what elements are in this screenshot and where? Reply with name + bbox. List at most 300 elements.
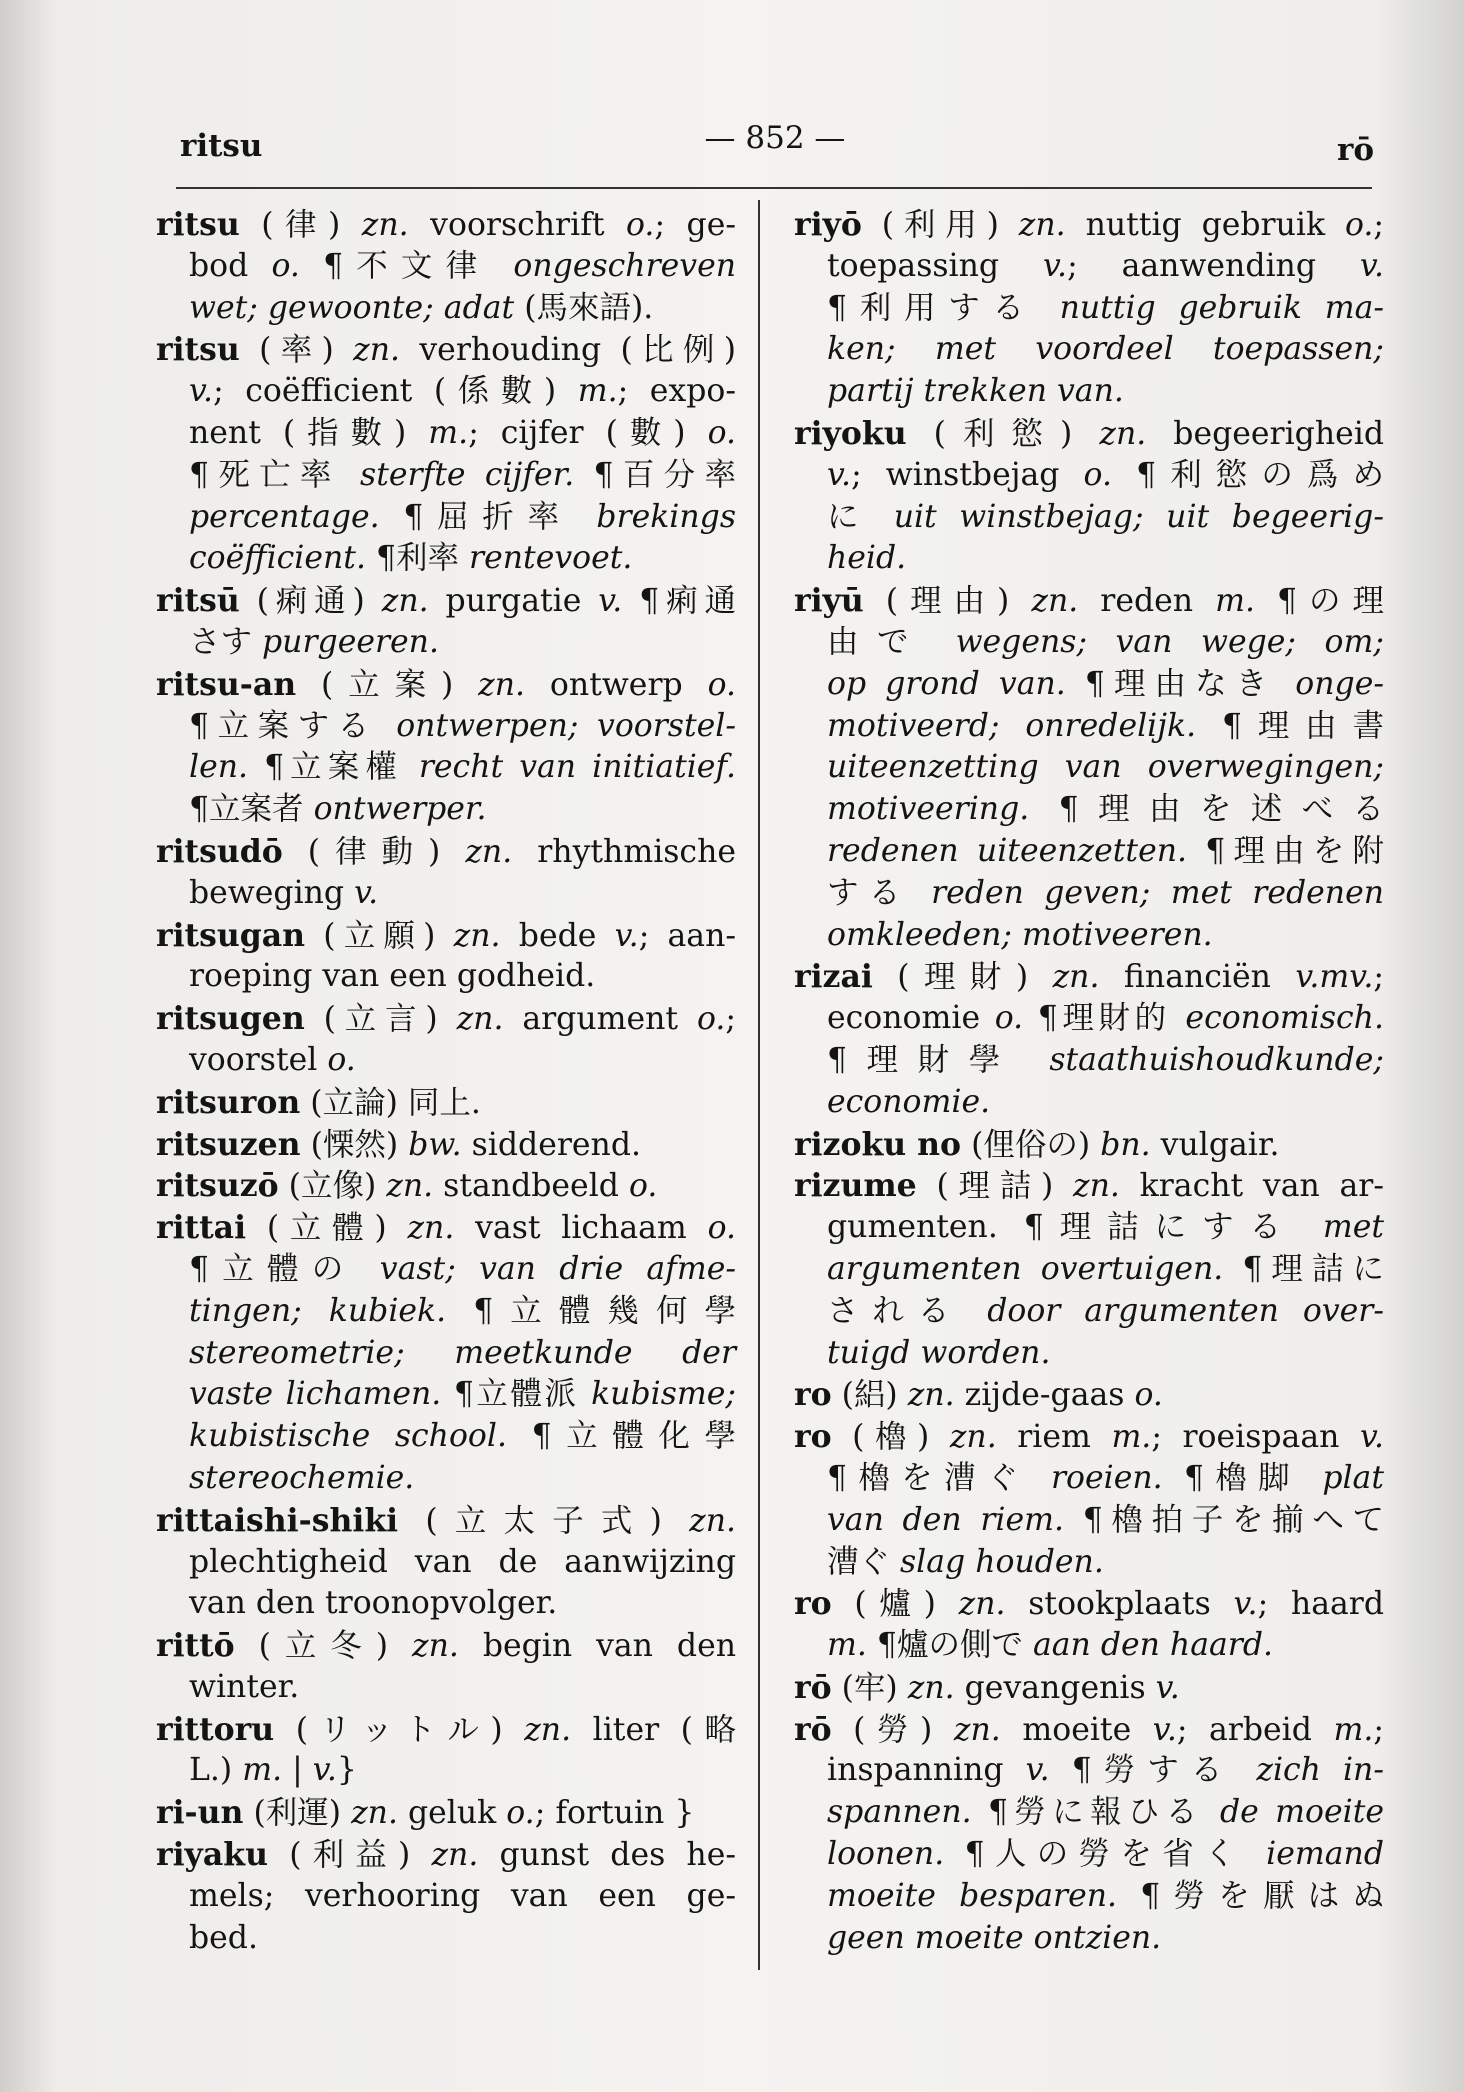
entry-line bbox=[156, 1500, 736, 1542]
entry-line bbox=[156, 1834, 736, 1876]
headword: ritsudō bbox=[156, 832, 283, 870]
entry-continuation-line bbox=[156, 706, 736, 748]
text-segment: van den troonopvolger. bbox=[189, 1585, 558, 1622]
text-segment: (勞) bbox=[831, 1711, 954, 1748]
entry-continuation-line bbox=[794, 1625, 1384, 1667]
entry-line bbox=[156, 204, 736, 246]
text-segment: ; fortuin } bbox=[534, 1795, 695, 1832]
text-segment: ¶櫓脚 bbox=[1162, 1459, 1323, 1496]
entry-continuation-line bbox=[794, 1082, 1384, 1124]
italic-text: iemand bbox=[1266, 1836, 1384, 1873]
italic-text: reden geven; met redenen bbox=[931, 874, 1384, 911]
italic-text: tingen; kubiek. bbox=[189, 1292, 447, 1329]
text-segment: gevangenis bbox=[954, 1669, 1156, 1706]
text-segment: ¶立體派 bbox=[441, 1376, 592, 1413]
italic-text: loonen. bbox=[827, 1836, 945, 1873]
text-segment: ¶理詰に bbox=[1223, 1250, 1384, 1287]
entry-continuation-line bbox=[156, 246, 736, 288]
italic-text: zn. bbox=[386, 1168, 434, 1205]
italic-text: spannen. bbox=[827, 1794, 972, 1831]
entry-continuation-line bbox=[156, 497, 736, 539]
text-segment: (牢) bbox=[831, 1669, 908, 1706]
text-segment: (利慾) bbox=[906, 415, 1100, 452]
headword: rittaishi-shiki bbox=[156, 1501, 399, 1539]
entry-line bbox=[794, 1583, 1384, 1625]
headword: ritsugan bbox=[156, 916, 306, 954]
italic-text: zn. bbox=[524, 1711, 572, 1748]
italic-text: zn. bbox=[1052, 959, 1100, 996]
headword: ro bbox=[794, 1376, 832, 1414]
italic-text: ontwerper. bbox=[313, 791, 487, 828]
entry-continuation-line bbox=[794, 706, 1384, 748]
italic-text: o. bbox=[707, 414, 737, 451]
italic-text: recht van initiatief. bbox=[418, 749, 736, 786]
entry-continuation-line bbox=[794, 1750, 1384, 1792]
italic-text: stereometrie; meetkunde der bbox=[189, 1334, 736, 1371]
italic-text: zn. bbox=[453, 917, 501, 954]
italic-text: v. bbox=[614, 917, 639, 954]
text-segment: ; roeispaan bbox=[1151, 1419, 1360, 1456]
entry-continuation-line bbox=[794, 371, 1384, 413]
italic-text: zn. bbox=[351, 1795, 398, 1832]
text-segment: } bbox=[336, 1752, 357, 1789]
italic-text: argumenten overtuigen. bbox=[827, 1250, 1224, 1287]
page-header bbox=[0, 118, 1464, 168]
entry-continuation-line bbox=[794, 329, 1384, 371]
text-segment: (爐) bbox=[831, 1586, 959, 1623]
italic-text: m. bbox=[242, 1752, 283, 1789]
text-segment: ; winstbejag bbox=[851, 456, 1084, 493]
text-segment: ; aanwending bbox=[1067, 247, 1360, 284]
text-segment: ¶櫓を漕ぐ bbox=[827, 1459, 1051, 1496]
entry-continuation-line bbox=[156, 1291, 736, 1333]
text-segment: ¶立案する bbox=[189, 707, 397, 744]
text-segment: argument bbox=[503, 1001, 697, 1038]
entry-line bbox=[794, 413, 1384, 455]
headword: ritsuzō bbox=[156, 1167, 279, 1205]
text-segment: ; cijfer (數) bbox=[468, 414, 708, 451]
italic-text: sterfte cijfer. bbox=[360, 456, 575, 493]
italic-text: brekings bbox=[596, 498, 736, 535]
entry-continuation-line bbox=[794, 664, 1384, 706]
text-segment: economie bbox=[827, 1000, 995, 1037]
entry-continuation-line bbox=[794, 915, 1384, 957]
italic-text: de moeite bbox=[1219, 1794, 1384, 1831]
headword: ro bbox=[794, 1418, 832, 1456]
italic-text: zn. bbox=[407, 1210, 455, 1247]
italic-text: o. bbox=[628, 1168, 658, 1205]
italic-text: zn. bbox=[431, 1837, 479, 1874]
text-segment: riem bbox=[996, 1419, 1112, 1456]
text-segment: roeping van een godheid. bbox=[189, 958, 596, 995]
entry-continuation-line bbox=[156, 1416, 736, 1458]
headword: rittō bbox=[156, 1627, 235, 1665]
column-divider bbox=[758, 200, 760, 1970]
text-segment: financiën bbox=[1099, 959, 1296, 996]
entry-line bbox=[794, 204, 1384, 246]
italic-text: kubistische school. bbox=[189, 1418, 507, 1455]
italic-text: door argumenten over- bbox=[987, 1292, 1384, 1329]
text-segment: ¶利慾の爲め bbox=[1111, 456, 1384, 493]
italic-text: uit winstbejag; uit begeerig- bbox=[893, 498, 1384, 535]
text-segment: ¶立體幾何學 bbox=[446, 1292, 736, 1329]
text-segment: (馬來語). bbox=[514, 289, 654, 326]
italic-text: o. bbox=[994, 1000, 1024, 1037]
entry-continuation-line bbox=[156, 1249, 736, 1291]
text-segment: 漕ぐ bbox=[827, 1543, 901, 1580]
headword: rizoku no bbox=[794, 1125, 962, 1163]
italic-text: percentage. bbox=[189, 498, 380, 535]
italic-text: zn. bbox=[907, 1377, 955, 1414]
entry-line bbox=[156, 329, 736, 371]
entry-continuation-line bbox=[794, 497, 1384, 539]
italic-text: zn. bbox=[1018, 207, 1066, 243]
headword: rizai bbox=[794, 958, 873, 996]
italic-text: staathuishoudkunde; bbox=[1049, 1041, 1384, 1078]
text-segment: (理財) bbox=[872, 959, 1053, 996]
text-segment: vulgair. bbox=[1150, 1126, 1280, 1163]
italic-text: bw. bbox=[408, 1126, 462, 1163]
italic-text: zn. bbox=[456, 1001, 504, 1038]
entry-continuation-line bbox=[794, 873, 1384, 915]
text-segment: L.) bbox=[189, 1752, 243, 1789]
entry-line bbox=[156, 998, 736, 1040]
text-segment: reden bbox=[1078, 583, 1216, 620]
entry-continuation-line bbox=[156, 1458, 736, 1500]
text-segment: (利運) bbox=[243, 1795, 352, 1832]
text-segment: rhythmische bbox=[512, 833, 736, 870]
italic-text: geen moeite ontzien. bbox=[827, 1919, 1162, 1956]
italic-text: zn. bbox=[381, 583, 429, 620]
entry-line bbox=[156, 664, 736, 706]
entry-continuation-line bbox=[156, 1583, 736, 1625]
entry-continuation-line bbox=[794, 1458, 1384, 1500]
text-segment: (絽) bbox=[831, 1377, 908, 1414]
text-segment: ¶理由を附 bbox=[1187, 832, 1384, 869]
italic-text: m. bbox=[827, 1627, 867, 1664]
text-segment: ; bbox=[1373, 207, 1384, 243]
text-segment: nuttig gebruik bbox=[1065, 207, 1345, 243]
italic-text: rentevoet. bbox=[469, 540, 633, 577]
italic-text: o. bbox=[1083, 456, 1112, 493]
entry-continuation-line bbox=[794, 1040, 1384, 1082]
italic-text: v. bbox=[189, 373, 214, 410]
italic-text: economie. bbox=[827, 1083, 991, 1120]
right-guide-word: rō bbox=[1336, 132, 1374, 168]
headword: ritsu bbox=[156, 206, 240, 243]
headword: ritsu-an bbox=[156, 665, 297, 703]
italic-text: len. bbox=[189, 749, 249, 786]
text-segment: sidderend. bbox=[461, 1126, 641, 1163]
italic-text: o. bbox=[626, 207, 655, 243]
text-segment: ¶理由なき bbox=[1065, 665, 1296, 702]
headword: ritsuron bbox=[156, 1083, 301, 1121]
italic-text: roeien. bbox=[1050, 1459, 1163, 1496]
text-segment: ¶立體化學 bbox=[506, 1418, 736, 1455]
italic-text: zn. bbox=[465, 833, 513, 870]
text-segment: liter (略 bbox=[571, 1711, 736, 1748]
text-segment: beweging bbox=[189, 874, 355, 911]
text-segment: bod bbox=[189, 247, 272, 284]
italic-text: motiveering. bbox=[827, 791, 1030, 828]
italic-text: nuttig gebruik ma- bbox=[1059, 289, 1384, 326]
text-segment: toepassing bbox=[827, 247, 1043, 284]
italic-text: partij trekken van. bbox=[827, 373, 1124, 410]
text-segment: gunst des he- bbox=[478, 1837, 736, 1874]
text-segment: zijde-gaas bbox=[954, 1377, 1135, 1414]
text-segment: (リットル) bbox=[274, 1711, 525, 1748]
italic-text: m. bbox=[1333, 1711, 1374, 1748]
italic-text: vast; van drie afme- bbox=[379, 1250, 736, 1287]
headword: ro bbox=[794, 1585, 832, 1623]
italic-text: o. bbox=[707, 1210, 736, 1247]
text-segment: に bbox=[827, 498, 894, 535]
entry-continuation-line bbox=[156, 1918, 736, 1960]
header-rule bbox=[176, 187, 1372, 189]
left-guide-word: ritsu bbox=[180, 128, 263, 164]
text-segment: verhouding (比例) bbox=[400, 332, 736, 369]
text-segment: (利益) bbox=[268, 1837, 432, 1874]
text-segment: ¶立體の bbox=[189, 1250, 380, 1287]
italic-text: v. bbox=[1359, 1419, 1385, 1456]
entry-line bbox=[156, 1124, 736, 1166]
italic-text: ken; met voordeel toepassen; bbox=[827, 331, 1384, 368]
text-segment: standbeeld bbox=[433, 1168, 629, 1205]
entry-continuation-line bbox=[156, 1333, 736, 1375]
text-segment: ¶爐の側で bbox=[866, 1627, 1033, 1664]
headword: rittai bbox=[156, 1209, 247, 1247]
entry-continuation-line bbox=[794, 1876, 1384, 1918]
headword: ritsugen bbox=[156, 1000, 305, 1038]
text-segment: ¶人の勞を省く bbox=[944, 1836, 1267, 1873]
italic-text: v. bbox=[1155, 1669, 1180, 1706]
text-segment: ; haard bbox=[1257, 1586, 1384, 1623]
text-segment: stookplaats bbox=[1005, 1586, 1234, 1623]
entry-continuation-line bbox=[794, 622, 1384, 664]
entry-continuation-line bbox=[794, 1792, 1384, 1834]
headword: riyoku bbox=[794, 414, 907, 452]
headword: rō bbox=[794, 1710, 832, 1748]
italic-text: economisch. bbox=[1185, 1000, 1384, 1037]
entry-continuation-line bbox=[794, 1834, 1384, 1876]
text-segment: voorstel bbox=[189, 1041, 328, 1078]
text-segment: ¶利用する bbox=[827, 289, 1060, 326]
italic-text: v. bbox=[1359, 247, 1384, 284]
italic-text: o. bbox=[696, 1001, 726, 1038]
text-segment: ¶不文律 bbox=[299, 247, 514, 284]
italic-text: stereochemie. bbox=[189, 1459, 415, 1496]
text-segment: ¶理財學 bbox=[827, 1041, 1050, 1078]
text-segment: nent (指數) bbox=[189, 414, 429, 451]
text-segment: ; bbox=[1373, 1711, 1384, 1748]
italic-text: o. bbox=[1134, 1377, 1163, 1414]
entry-continuation-line bbox=[794, 1500, 1384, 1542]
italic-text: ontwerpen; voorstel- bbox=[396, 707, 736, 744]
entry-continuation-line bbox=[156, 288, 736, 330]
text-segment: (俚俗の) bbox=[961, 1126, 1101, 1163]
text-segment: ¶理由書 bbox=[1196, 707, 1384, 744]
entry-continuation-line bbox=[156, 873, 736, 915]
text-segment: (立論) 同上. bbox=[300, 1084, 481, 1121]
left-column bbox=[156, 204, 736, 1959]
entry-line bbox=[156, 1792, 736, 1834]
italic-text: omkleeden; motiveeren. bbox=[827, 916, 1213, 953]
italic-text: wet; gewoonte; adat bbox=[189, 289, 515, 326]
text-segment: ¶の理 bbox=[1254, 583, 1384, 620]
italic-text: zich in- bbox=[1256, 1752, 1384, 1789]
italic-text: motiveerd; onredelijk. bbox=[827, 707, 1197, 744]
text-segment: | bbox=[282, 1752, 313, 1789]
entry-continuation-line bbox=[794, 246, 1384, 288]
italic-text: plat bbox=[1322, 1459, 1384, 1496]
text-segment: (理由) bbox=[863, 583, 1032, 620]
headword: rizume bbox=[794, 1167, 917, 1205]
text-segment: (律) bbox=[239, 207, 362, 243]
italic-text: purgeeren. bbox=[262, 623, 439, 660]
italic-text: v. bbox=[1233, 1586, 1258, 1623]
text-segment: voorschrift bbox=[408, 207, 626, 243]
entry-continuation-line bbox=[794, 538, 1384, 580]
text-segment: winter. bbox=[189, 1668, 300, 1705]
text-segment: ; coëfficient (係數) bbox=[213, 373, 578, 410]
entry-continuation-line bbox=[156, 956, 736, 998]
page-number: — 852 — bbox=[704, 120, 846, 156]
text-segment: (立像) bbox=[278, 1168, 387, 1205]
entry-continuation-line bbox=[794, 747, 1384, 789]
text-segment: begin van den bbox=[458, 1628, 737, 1665]
text-segment: ¶理由を述べる bbox=[1029, 791, 1384, 828]
text-segment: ¶勞する bbox=[1049, 1752, 1257, 1789]
italic-text: zn. bbox=[953, 1711, 1001, 1748]
italic-text: zn. bbox=[1099, 415, 1147, 452]
text-segment: (理詰) bbox=[916, 1168, 1073, 1205]
text-segment: 由で bbox=[827, 623, 956, 660]
entry-line bbox=[794, 956, 1384, 998]
text-segment: ¶理財的 bbox=[1023, 1000, 1186, 1037]
italic-text: redenen uiteenzetten. bbox=[827, 832, 1188, 869]
italic-text: zn. bbox=[361, 207, 409, 243]
entry-line bbox=[156, 1709, 736, 1751]
italic-text: zn. bbox=[907, 1669, 955, 1706]
entry-continuation-line bbox=[794, 455, 1384, 497]
entry-continuation-line bbox=[156, 1374, 736, 1416]
entry-continuation-line bbox=[156, 1750, 736, 1792]
entry-line bbox=[794, 1165, 1384, 1207]
text-segment: kracht van ar- bbox=[1119, 1168, 1384, 1205]
entry-continuation-line bbox=[794, 1249, 1384, 1291]
entry-continuation-line bbox=[156, 1040, 736, 1082]
italic-text: v. bbox=[312, 1752, 337, 1789]
headword: ri-un bbox=[156, 1794, 244, 1832]
italic-text: heid. bbox=[827, 540, 907, 577]
italic-text: slag houden. bbox=[900, 1543, 1104, 1580]
entry-continuation-line bbox=[156, 413, 736, 455]
entry-continuation-line bbox=[794, 1542, 1384, 1584]
text-segment: ; bbox=[1373, 959, 1384, 996]
entry-line bbox=[794, 1374, 1384, 1416]
entry-line bbox=[794, 1709, 1384, 1751]
entry-line bbox=[794, 1416, 1384, 1458]
italic-text: wegens; van wege; om; bbox=[955, 623, 1384, 660]
headword: riyō bbox=[794, 206, 862, 243]
text-segment: plechtigheid van de aanwijzing bbox=[189, 1543, 736, 1580]
italic-text: o. bbox=[327, 1041, 356, 1078]
text-segment: purgatie bbox=[428, 583, 599, 620]
text-segment: さす bbox=[189, 623, 263, 660]
italic-text: zn. bbox=[411, 1628, 459, 1665]
text-segment: ontwerp bbox=[525, 666, 708, 703]
entry-line bbox=[156, 1165, 736, 1207]
text-segment: (立太子式) bbox=[398, 1502, 690, 1539]
italic-text: o. bbox=[1344, 207, 1374, 243]
entry-line bbox=[156, 1207, 736, 1249]
text-segment: (慄然) bbox=[300, 1126, 409, 1163]
headword: rō bbox=[794, 1668, 832, 1706]
text-segment: bede bbox=[500, 917, 615, 954]
italic-text: m. bbox=[428, 414, 469, 451]
entry-continuation-line bbox=[156, 455, 736, 497]
italic-text: v. bbox=[827, 456, 852, 493]
italic-text: o. bbox=[271, 247, 300, 284]
entry-continuation-line bbox=[794, 831, 1384, 873]
italic-text: v. bbox=[598, 583, 623, 620]
text-segment: inspanning bbox=[827, 1752, 1026, 1789]
text-segment: ; expo- bbox=[617, 373, 736, 410]
text-segment: mels; verhooring van een ge- bbox=[189, 1877, 736, 1914]
text-segment: ; arbeid bbox=[1176, 1711, 1334, 1748]
entry-continuation-line bbox=[794, 789, 1384, 831]
headword: rittoru bbox=[156, 1710, 275, 1748]
entry-line bbox=[156, 831, 736, 873]
italic-text: zn. bbox=[478, 666, 526, 703]
text-segment: ¶死亡率 bbox=[189, 456, 361, 493]
italic-text: van den riem. bbox=[827, 1501, 1064, 1538]
italic-text: aan den haard. bbox=[1032, 1627, 1274, 1664]
entry-continuation-line bbox=[794, 1333, 1384, 1375]
italic-text: o. bbox=[707, 666, 737, 703]
italic-text: v. bbox=[1152, 1711, 1177, 1748]
italic-text: onge- bbox=[1295, 665, 1384, 702]
italic-text: zn. bbox=[949, 1419, 997, 1456]
entry-line bbox=[794, 1667, 1384, 1709]
italic-text: moeite besparen. bbox=[827, 1877, 1118, 1914]
italic-text: tuigd worden. bbox=[827, 1334, 1051, 1371]
italic-text: ongeschreven bbox=[513, 247, 736, 284]
entry-continuation-line bbox=[156, 371, 736, 413]
text-segment: (立冬) bbox=[234, 1628, 412, 1665]
italic-text: m. bbox=[1215, 583, 1255, 620]
headword: riyaku bbox=[156, 1836, 269, 1874]
text-segment: (利用) bbox=[861, 207, 1019, 243]
italic-text: v. bbox=[354, 874, 379, 911]
italic-text: bn. bbox=[1100, 1126, 1151, 1163]
text-segment: (立案) bbox=[296, 666, 479, 703]
text-segment: ¶利率 bbox=[365, 540, 470, 577]
italic-text: v. bbox=[1042, 247, 1068, 284]
text-segment: (立言) bbox=[304, 1001, 457, 1038]
entry-continuation-line bbox=[794, 288, 1384, 330]
text-segment: bed. bbox=[189, 1919, 258, 1956]
text-segment: (律動) bbox=[282, 833, 466, 870]
text-segment: (立體) bbox=[246, 1210, 408, 1247]
italic-text: v. bbox=[1025, 1752, 1050, 1789]
text-segment: geluk bbox=[397, 1795, 507, 1832]
text-segment: する bbox=[827, 874, 932, 911]
italic-text: kubisme; bbox=[591, 1376, 736, 1413]
entry-line bbox=[156, 1082, 736, 1124]
entry-continuation-line bbox=[156, 538, 736, 580]
entry-line bbox=[156, 1625, 736, 1667]
